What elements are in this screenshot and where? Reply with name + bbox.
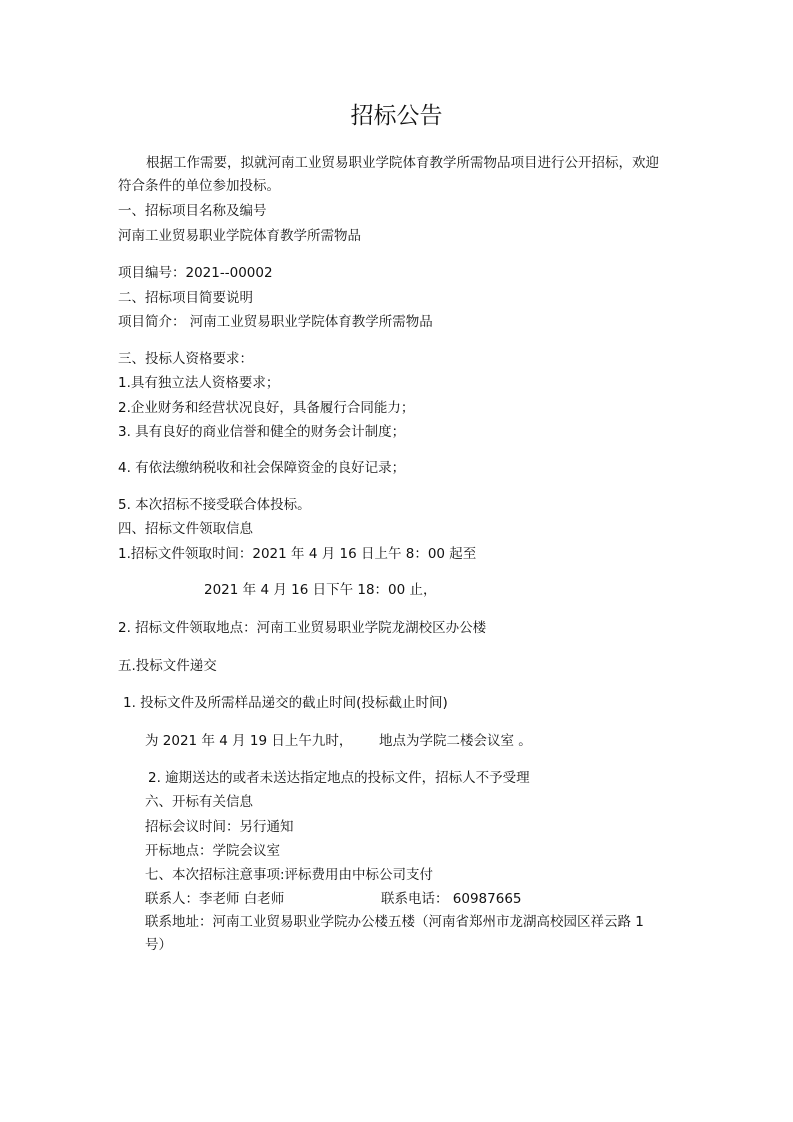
qualification-item: 4. 有依法缴纳税收和社会保障资金的良好记录； [118,460,406,476]
section-2-heading: 二、招标项目简要说明 [118,290,253,306]
collection-time-end: 2021 年 4 月 16 日下午 18：00 止， [204,582,437,598]
contact-address: 联系地址：河南工业贸易职业学院办公楼五楼（河南省郑州市龙湖高校园区祥云路 1 号） [145,914,644,953]
section-5-heading: 五.投标文件递交 [118,658,217,674]
section-4-heading: 四、招标文件领取信息 [118,521,253,537]
meeting-time: 招标会议时间：另行通知 [145,819,294,835]
page-title: 招标公告 [350,103,443,129]
project-code: 项目编号：2021--00002 [118,265,273,281]
qualification-item: 1.具有独立法人资格要求； [118,375,280,391]
section-1-heading: 一、招标项目名称及编号 [118,203,267,219]
section-6-heading: 六、开标有关信息 [145,794,253,810]
qualification-item: 3. 具有良好的商业信誉和健全的财务会计制度； [118,424,406,440]
section-7-heading: 七、本次招标注意事项:评标费用由中标公司支付 [145,867,434,883]
submission-place: 地点为学院二楼会议室 。 [379,733,532,749]
project-brief: 项目简介： 河南工业贸易职业学院体育教学所需物品 [118,314,433,330]
qualification-item: 2.企业财务和经营状况良好，具备履行合同能力； [118,400,415,416]
contact-people: 联系人：李老师 白老师 [145,891,285,907]
contact-phone: 联系电话： 60987665 [381,891,522,907]
opening-place: 开标地点：学院会议室 [145,843,280,859]
qualification-item: 5. 本次招标不接受联合体投标。 [118,497,311,513]
submission-deadline-time: 为 2021 年 4 月 19 日上午九时， [145,733,353,749]
collection-place: 2. 招标文件领取地点：河南工业贸易职业学院龙湖校区办公楼 [118,620,487,636]
collection-time-start: 1.招标文件领取时间：2021 年 4 月 16 日上午 8：00 起至 [118,546,477,562]
project-name: 河南工业贸易职业学院体育教学所需物品 [118,228,361,244]
intro-paragraph: 根据工作需要，拟就河南工业贸易职业学院体育教学所需物品项目进行公开招标，欢迎符合条件的单位参加投标。 [118,155,659,194]
late-submission-note: 2. 逾期送达的或者未送达指定地点的投标文件，招标人不予受理 [148,770,530,786]
submission-deadline-label: 1. 投标文件及所需样品递交的截止时间(投标截止时间) [123,695,448,711]
section-3-heading: 三、投标人资格要求： [118,351,253,367]
